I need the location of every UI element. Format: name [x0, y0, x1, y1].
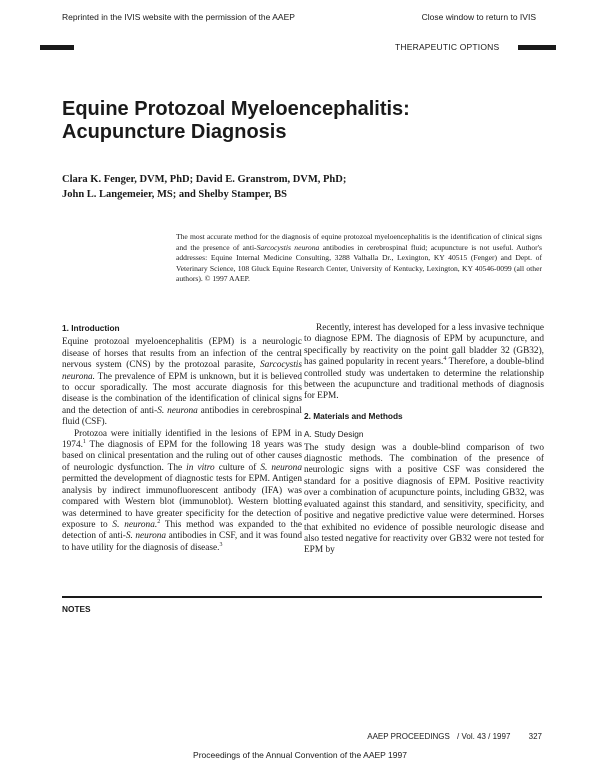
close-window-link[interactable]: Close window to return to IVIS — [421, 12, 536, 22]
title-line-2: Acupuncture Diagnosis — [62, 121, 287, 143]
footnote-ref: 3 — [219, 541, 223, 548]
authors-line-1: Clara K. Fenger, DVM, PhD; David E. Granstrom, DVM, PhD; — [62, 174, 347, 185]
authors-line-2: John L. Langemeier, MS; and Shelby Stamper, BS — [62, 189, 288, 200]
right-column — [304, 323, 544, 557]
proceedings-label: AAEP PROCEEDINGS — [367, 732, 450, 741]
proceedings-footer: Proceedings of the Annual Convention of the AAEP 1997 — [193, 750, 407, 760]
footnote-ref: 4 — [443, 356, 447, 363]
abstract-text: The most accurate method for the diagnosis of equine protozoal myeloencephalitis is the identification of clinical signs and the presence of anti- — [176, 232, 542, 252]
footnote-ref: 1 — [82, 438, 86, 445]
abstract — [176, 232, 542, 285]
reprint-notice: Reprinted in the IVIS website with the permission of the AAEP — [62, 12, 295, 22]
study-design-subheading: A. Study Design — [304, 429, 364, 440]
notes-rule — [62, 596, 542, 598]
notes-heading: NOTES — [62, 604, 91, 614]
materials-methods-heading: 2. Materials and Methods — [304, 410, 403, 421]
abstract-text: antibodies in cerebrospinal fluid; acupuncture is not useful. Author's addresses: Equine Internal Medicine Consulting, 3288 Valhalla Dr., Lexington, KY 40515 (Fenger) and Dept. of Veterinary Science, 108 Gluck Equine Research Center, University of Kentucky, Lexington, KY 40546-0099 (all other authors). © 1997 AAEP. — [176, 242, 542, 283]
intro-paragraph-1: Equine protozoal myeloencephalitis (EPM) is a neurologic disease of horses that results from an infection of the central nervous system (CNS) by the protozoal parasite, Sarcocystis neurona. The prevalence of EPM is unknown, but it is believed to occur sporadically. The most accurate diagnosis for this disease is the combination of the identification of clinical signs and the detection of anti-S. neurona antibodies in cerebrospinal fluid (CSF). — [62, 337, 302, 428]
introduction-heading: 1. Introduction — [62, 323, 120, 333]
running-footer — [62, 732, 542, 741]
footnote-ref: 2 — [157, 518, 161, 525]
authors — [62, 172, 542, 202]
page-number: 327 — [528, 732, 542, 741]
title-line-1: Equine Protozoal Myeloencephalitis: — [62, 98, 410, 120]
right-paragraph-1: Recently, interest has developed for a less invasive technique to diagnose EPM. The diagnosis of EPM by acupuncture, and specifically by reactivity on the point gall bladder 32 (GB32), has gained popularity in recent years.$^4$ Therefore, a double-blind controlled study was undertaken to determine the relationship between the acupuncture and traditional methods of diagnosis for EPM. — [304, 323, 544, 402]
study-design-paragraph: The study design was a double-blind comparison of two diagnostic methods. The combination of the presence of neurologic signs with a positive CSF was considered the standard for a positive diagnosis of EPM. Positive reactivity over a combination of acupuncture points, including GB32, was evaluated against this standard, and sensitivity, specificity, and positive and negative predictive value were determined. Horses that exhibited no evidence of possible neurologic disease and also tested negative for reactivity over GB32 were not tested for EPM by — [304, 442, 544, 556]
left-column — [62, 323, 302, 554]
header-bar-right — [518, 45, 556, 50]
section-label: THERAPEUTIC OPTIONS — [395, 42, 500, 52]
intro-paragraph-2: Protozoa were initially identified in the lesions of EPM in 1974.$^1$ The diagnosis of EPM for the following 18 years was based on clinical presentation and the ruling out of other causes of neurologic dysfunction. The in vitro culture of S. neurona permitted the development of diagnostic tests for EPM. Antigen analysis by indirect immunofluorescent antibody (IFA) was compared with Western blot (immunoblot). Western blotting was determined to have greater specificity for the detection of exposure to S. neurona.$^2$ This method was expanded to the detection of anti-S. neurona antibodies in CSF, and it was found to have utility for the diagnosis of disease.$^3$ — [62, 428, 302, 553]
volume-label: / Vol. 43 / 1997 — [457, 732, 511, 741]
abstract-italic: Sarcocystis neurona — [256, 242, 320, 252]
article-title — [62, 98, 522, 144]
header-bar-left — [40, 45, 74, 50]
